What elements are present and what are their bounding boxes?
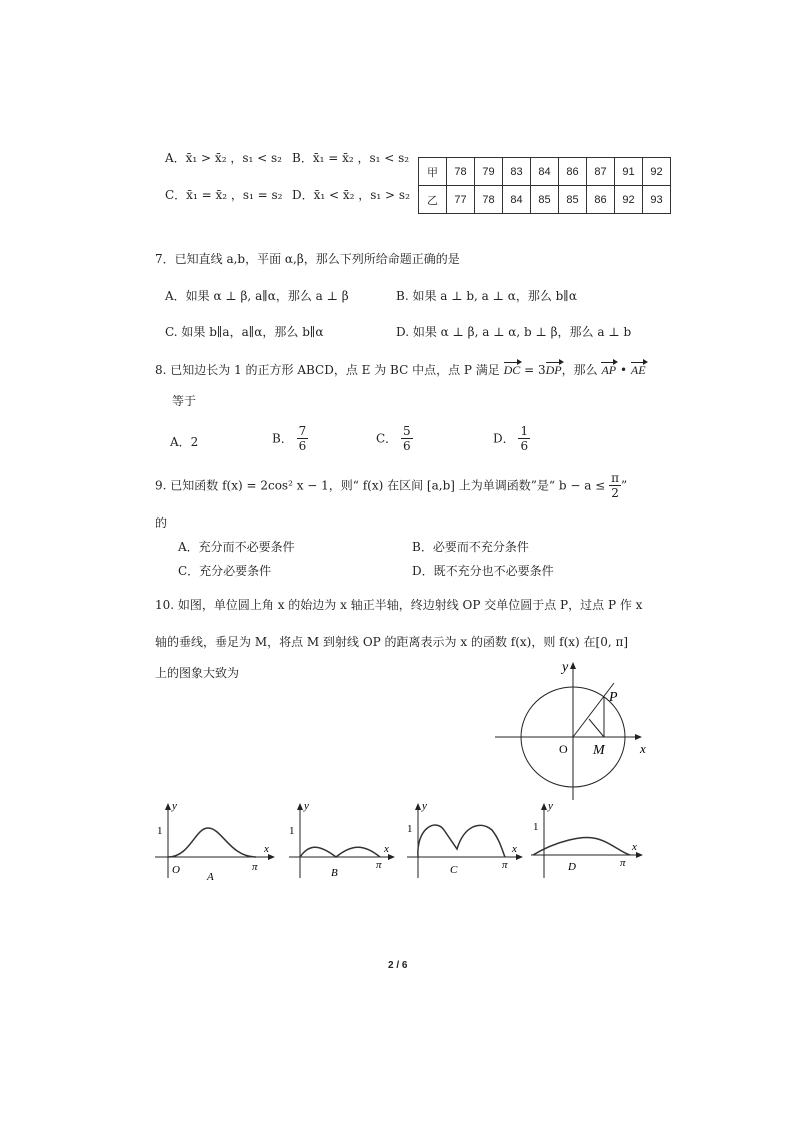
label-pi: π xyxy=(376,859,382,871)
q8-eq-op: = 3 xyxy=(520,363,546,377)
q8-stem-text: 8. 已知边长为 1 的正方形 ABCD，点 E 为 BC 中点，点 P 满足 xyxy=(155,363,500,377)
q9-option-a: A．充分而不必要条件 xyxy=(178,540,295,554)
denominator: 6 xyxy=(403,439,411,454)
label-o: O xyxy=(172,864,180,876)
fraction-pi-over-2 xyxy=(609,471,621,501)
graph-c xyxy=(402,800,527,885)
q7-option-d: D. 如果 α ⊥ β, a ⊥ α, b ⊥ β，那么 a ⊥ b xyxy=(396,325,632,339)
table-cell: 84 xyxy=(531,158,559,186)
q10-stem-line2: 轴的垂线，垂足为 M，将点 M 到射线 OP 的距离表示为 x 的函数 f(x)，则 f(x) 在[0, π] xyxy=(155,635,629,649)
fraction xyxy=(401,424,413,454)
denominator: 6 xyxy=(298,439,307,454)
denominator: 2 xyxy=(611,486,619,501)
table-cell: 93 xyxy=(643,186,671,214)
page-number: 2 / 6 xyxy=(388,960,408,971)
table-cell: 85 xyxy=(559,186,587,214)
q8-stem-text-2: ，那么 xyxy=(561,363,598,377)
q9-option-d: D．既不充分也不必要条件 xyxy=(412,564,554,578)
curve-a xyxy=(168,828,256,857)
q10-stem-line1: 10. 如图，单位圆上角 x 的始边为 x 轴正半轴，终边射线 OP 交单位圆于点 P，过点 P 作 x xyxy=(155,598,643,612)
q8-option-b xyxy=(272,424,308,454)
q7-option-a: A．如果 α ⊥ β, a∥α，那么 a ⊥ β xyxy=(165,289,349,303)
x-axis-arrow-icon xyxy=(268,854,275,860)
table-row xyxy=(419,158,671,186)
label-x: x xyxy=(384,843,389,855)
label-pi: π xyxy=(620,857,626,869)
q9-stem-cont: 的 xyxy=(155,516,168,530)
label-o: O xyxy=(559,742,568,756)
table-cell: 84 xyxy=(503,186,531,214)
x-axis-arrow-icon xyxy=(388,854,395,860)
numerator: 5 xyxy=(403,424,411,438)
label-pi: π xyxy=(252,861,258,873)
denominator: 6 xyxy=(520,439,529,454)
curve-c xyxy=(418,825,505,857)
score-table xyxy=(418,157,671,214)
y-axis-arrow-icon xyxy=(165,803,171,810)
option-label: C． xyxy=(376,431,398,446)
q8-option-a: A．2 xyxy=(170,435,199,449)
y-axis-arrow-icon xyxy=(570,662,576,669)
q10-stem-line3: 上的图象大致为 xyxy=(155,666,240,680)
x-axis-arrow-icon xyxy=(635,734,642,740)
option-label: B． xyxy=(272,431,293,446)
distance-segment xyxy=(589,719,604,737)
table-cell: 91 xyxy=(615,158,643,186)
table-cell: 87 xyxy=(587,158,615,186)
unit-circle-figure xyxy=(490,655,660,805)
y-axis-arrow-icon xyxy=(415,803,421,810)
q6-option-d: D．x̄₁ < x̄₂ ，s₁ > s₂ xyxy=(292,188,410,202)
label-b: B xyxy=(331,867,338,879)
q9-option-b: B．必要而不充分条件 xyxy=(412,540,529,554)
x-axis-arrow-icon xyxy=(636,852,643,858)
label-d: D xyxy=(568,861,576,873)
q8-stem-cont: 等于 xyxy=(172,394,197,408)
q8-dot-op: • xyxy=(616,363,631,377)
q8-option-c xyxy=(376,424,413,454)
graph-a xyxy=(150,800,280,885)
fraction xyxy=(518,424,530,454)
label-x: x xyxy=(512,843,517,855)
table-cell: 83 xyxy=(503,158,531,186)
fraction xyxy=(297,424,309,454)
label-y: y xyxy=(304,800,309,812)
q8-stem xyxy=(155,361,646,378)
label-p: P xyxy=(609,690,618,705)
option-label: D． xyxy=(493,431,515,446)
numerator: 7 xyxy=(298,424,307,438)
x-axis-arrow-icon xyxy=(516,854,523,860)
q9-option-c: C．充分必要条件 xyxy=(178,564,272,578)
vector-dc: DC xyxy=(503,363,521,377)
label-one: 1 xyxy=(289,825,295,837)
label-c: C xyxy=(450,864,458,876)
table-cell: 86 xyxy=(587,186,615,214)
graph-d xyxy=(528,800,648,885)
table-cell: 77 xyxy=(447,186,475,214)
numerator: 1 xyxy=(520,424,529,438)
graph-b xyxy=(284,800,399,885)
label-y: y xyxy=(562,660,569,675)
label-y: y xyxy=(172,800,177,812)
label-pi: π xyxy=(502,859,508,871)
table-cell: 78 xyxy=(475,186,503,214)
q8-option-d xyxy=(493,424,530,454)
label-x: x xyxy=(264,843,269,855)
table-cell: 92 xyxy=(615,186,643,214)
q6-option-a: A．x̄₁ > x̄₂ ，s₁ < s₂ xyxy=(165,151,282,165)
table-cell: 92 xyxy=(643,158,671,186)
curve-b xyxy=(300,847,380,857)
q7-option-c: C. 如果 b∥a，a∥α，那么 b∥α xyxy=(165,325,324,339)
table-cell: 79 xyxy=(475,158,503,186)
label-one: 1 xyxy=(157,825,163,837)
q6-option-c: C．x̄₁ = x̄₂ ，s₁ = s₂ xyxy=(165,188,283,202)
label-y: y xyxy=(548,800,553,812)
y-axis-arrow-icon xyxy=(541,803,547,810)
label-a: A xyxy=(207,871,214,883)
q7-stem: 7．已知直线 a,b，平面 α,β，那么下列所给命题正确的是 xyxy=(155,252,460,266)
q9-stem xyxy=(155,471,627,501)
table-cell: 85 xyxy=(531,186,559,214)
numerator: π xyxy=(611,471,619,485)
vector-dp: DP xyxy=(545,363,562,377)
q9-stem-text: 9. 已知函数 f(x) = 2cos² x − 1，则“ f(x) 在区间 [a,b] 上为单调函数”是“ b − a ≤ xyxy=(155,478,606,493)
y-axis-arrow-icon xyxy=(297,803,303,810)
vector-ap: AP xyxy=(601,363,617,377)
table-cell: 86 xyxy=(559,158,587,186)
table-row xyxy=(419,186,671,214)
q9-stem-text-2: ” xyxy=(620,478,628,493)
q6-option-b: B．x̄₁ = x̄₂ ，s₁ < s₂ xyxy=(292,151,410,165)
label-m: M xyxy=(593,743,605,758)
curve-d xyxy=(533,838,630,855)
label-one: 1 xyxy=(533,821,539,833)
label-x: x xyxy=(640,741,646,756)
table-cell: 甲 xyxy=(419,158,447,186)
label-one: 1 xyxy=(407,823,413,835)
vector-ae: AE xyxy=(630,363,646,377)
table-cell: 乙 xyxy=(419,186,447,214)
q7-option-b: B. 如果 a ⊥ b, a ⊥ α，那么 b∥α xyxy=(396,289,577,303)
label-y: y xyxy=(422,800,427,812)
label-x: x xyxy=(632,841,637,853)
table-cell: 78 xyxy=(447,158,475,186)
